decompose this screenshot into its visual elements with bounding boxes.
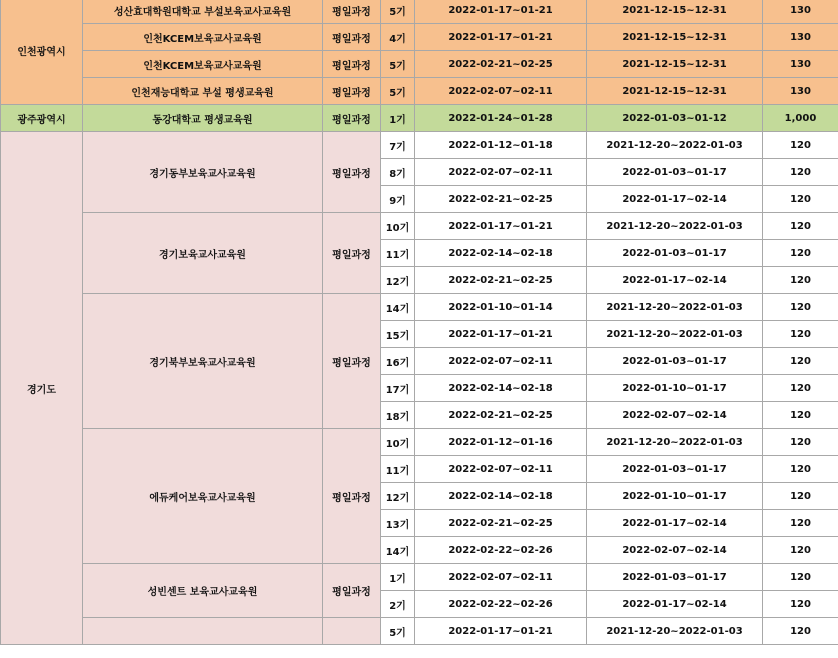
term-cell: 12기	[381, 483, 415, 510]
education-period-cell: 2022-01-10~01-14	[415, 294, 587, 321]
term-cell: 18기	[381, 402, 415, 429]
capacity-cell: 120	[763, 591, 838, 618]
capacity-cell: 1,000	[763, 105, 838, 132]
institution-cell: 에듀케어보육교사교육원	[83, 429, 323, 564]
application-period-cell: 2021-12-15~12-31	[587, 0, 763, 24]
term-cell: 10기	[381, 429, 415, 456]
table-row	[1, 618, 838, 645]
table-row	[1, 294, 838, 321]
education-period-cell: 2022-02-21~02-25	[415, 186, 587, 213]
education-period-cell: 2022-01-17~01-21	[415, 618, 587, 645]
table-row	[1, 51, 838, 78]
region-cell: 인천광역시	[1, 0, 83, 105]
application-period-cell: 2021-12-20~2022-01-03	[587, 132, 763, 159]
institution-cell: 경기동부보육교사교육원	[83, 132, 323, 213]
capacity-cell: 120	[763, 267, 838, 294]
institution-cell: 인천KCEM보육교사교육원	[83, 24, 323, 51]
education-period-cell: 2022-01-17~01-21	[415, 0, 587, 24]
capacity-cell: 120	[763, 132, 838, 159]
term-cell: 16기	[381, 348, 415, 375]
institution-cell: 인천KCEM보육교사교육원	[83, 51, 323, 78]
education-period-cell: 2022-02-14~02-18	[415, 240, 587, 267]
institution-cell: 성산효대학원대학교 부설보육교사교육원	[83, 0, 323, 24]
term-cell: 13기	[381, 510, 415, 537]
capacity-cell: 120	[763, 456, 838, 483]
application-period-cell: 2021-12-15~12-31	[587, 24, 763, 51]
capacity-cell: 120	[763, 564, 838, 591]
education-period-cell: 2022-02-21~02-25	[415, 267, 587, 294]
education-period-cell: 2022-01-24~01-28	[415, 105, 587, 132]
application-period-cell: 2021-12-20~2022-01-03	[587, 213, 763, 240]
term-cell: 15기	[381, 321, 415, 348]
education-period-cell: 2022-01-17~01-21	[415, 321, 587, 348]
course-type-cell: 평일과정	[323, 78, 381, 105]
table-row	[1, 564, 838, 591]
education-period-cell: 2022-02-22~02-26	[415, 537, 587, 564]
education-period-cell: 2022-02-07~02-11	[415, 456, 587, 483]
application-period-cell: 2022-01-03~01-17	[587, 159, 763, 186]
term-cell: 10기	[381, 213, 415, 240]
table-row	[1, 78, 838, 105]
capacity-cell: 120	[763, 483, 838, 510]
application-period-cell: 2022-01-03~01-17	[587, 240, 763, 267]
education-period-cell: 2022-02-14~02-18	[415, 483, 587, 510]
education-period-cell: 2022-02-21~02-25	[415, 510, 587, 537]
institution-cell: 경기보육교사교육원	[83, 213, 323, 294]
term-cell: 8기	[381, 159, 415, 186]
course-type-cell: 평일과정	[323, 429, 381, 564]
application-period-cell: 2022-01-03~01-17	[587, 564, 763, 591]
application-period-cell: 2022-01-17~02-14	[587, 186, 763, 213]
capacity-cell: 120	[763, 618, 838, 645]
education-period-cell: 2022-02-22~02-26	[415, 591, 587, 618]
application-period-cell: 2022-02-07~02-14	[587, 537, 763, 564]
capacity-cell: 120	[763, 321, 838, 348]
table-row	[1, 105, 838, 132]
capacity-cell: 130	[763, 0, 838, 24]
institution-cell	[83, 618, 323, 645]
term-cell: 5기	[381, 618, 415, 645]
application-period-cell: 2022-01-03~01-12	[587, 105, 763, 132]
capacity-cell: 120	[763, 294, 838, 321]
term-cell: 14기	[381, 537, 415, 564]
term-cell: 9기	[381, 186, 415, 213]
application-period-cell: 2022-01-03~01-17	[587, 456, 763, 483]
table-row	[1, 429, 838, 456]
institution-cell: 동강대학교 평생교육원	[83, 105, 323, 132]
capacity-cell: 130	[763, 78, 838, 105]
term-cell: 14기	[381, 294, 415, 321]
term-cell: 17기	[381, 375, 415, 402]
institution-cell: 인천재능대학교 부설 평생교육원	[83, 78, 323, 105]
application-period-cell: 2022-01-10~01-17	[587, 483, 763, 510]
application-period-cell: 2022-01-17~02-14	[587, 510, 763, 537]
capacity-cell: 120	[763, 429, 838, 456]
course-type-cell: 평일과정	[323, 294, 381, 429]
capacity-cell: 120	[763, 186, 838, 213]
region-cell: 경기도	[1, 132, 83, 645]
application-period-cell: 2022-01-17~02-14	[587, 267, 763, 294]
capacity-cell: 120	[763, 159, 838, 186]
capacity-cell: 120	[763, 240, 838, 267]
course-type-cell	[323, 618, 381, 645]
education-period-cell: 2022-02-07~02-11	[415, 159, 587, 186]
capacity-cell: 120	[763, 375, 838, 402]
term-cell: 1기	[381, 564, 415, 591]
capacity-cell: 120	[763, 537, 838, 564]
education-period-cell: 2022-02-21~02-25	[415, 402, 587, 429]
application-period-cell: 2022-02-07~02-14	[587, 402, 763, 429]
term-cell: 11기	[381, 240, 415, 267]
capacity-cell: 120	[763, 510, 838, 537]
table-row	[1, 0, 838, 24]
capacity-cell: 130	[763, 51, 838, 78]
course-type-cell: 평일과정	[323, 24, 381, 51]
education-period-cell: 2022-01-17~01-21	[415, 213, 587, 240]
capacity-cell: 130	[763, 24, 838, 51]
application-period-cell: 2021-12-20~2022-01-03	[587, 618, 763, 645]
table-row	[1, 132, 838, 159]
course-type-cell: 평일과정	[323, 51, 381, 78]
application-period-cell: 2021-12-20~2022-01-03	[587, 294, 763, 321]
education-period-cell: 2022-01-12~01-18	[415, 132, 587, 159]
course-type-cell: 평일과정	[323, 0, 381, 24]
term-cell: 4기	[381, 24, 415, 51]
education-period-cell: 2022-01-17~01-21	[415, 24, 587, 51]
capacity-cell: 120	[763, 348, 838, 375]
institution-cell: 성빈센트 보육교사교육원	[83, 564, 323, 618]
application-period-cell: 2022-01-03~01-17	[587, 348, 763, 375]
capacity-cell: 120	[763, 402, 838, 429]
education-period-cell: 2022-02-07~02-11	[415, 564, 587, 591]
term-cell: 5기	[381, 0, 415, 24]
education-period-cell: 2022-01-12~01-16	[415, 429, 587, 456]
term-cell: 11기	[381, 456, 415, 483]
course-type-cell: 평일과정	[323, 105, 381, 132]
education-period-cell: 2022-02-14~02-18	[415, 375, 587, 402]
course-type-cell: 평일과정	[323, 213, 381, 294]
term-cell: 2기	[381, 591, 415, 618]
region-cell: 광주광역시	[1, 105, 83, 132]
education-period-cell: 2022-02-07~02-11	[415, 78, 587, 105]
table-row	[1, 213, 838, 240]
course-type-cell: 평일과정	[323, 564, 381, 618]
application-period-cell: 2021-12-15~12-31	[587, 78, 763, 105]
term-cell: 12기	[381, 267, 415, 294]
term-cell: 5기	[381, 78, 415, 105]
application-period-cell: 2021-12-15~12-31	[587, 51, 763, 78]
education-period-cell: 2022-02-07~02-11	[415, 348, 587, 375]
institution-cell: 경기북부보육교사교육원	[83, 294, 323, 429]
application-period-cell: 2022-01-10~01-17	[587, 375, 763, 402]
term-cell: 7기	[381, 132, 415, 159]
course-type-cell: 평일과정	[323, 132, 381, 213]
term-cell: 1기	[381, 105, 415, 132]
application-period-cell: 2021-12-20~2022-01-03	[587, 429, 763, 456]
education-period-cell: 2022-02-21~02-25	[415, 51, 587, 78]
application-period-cell: 2021-12-20~2022-01-03	[587, 321, 763, 348]
term-cell: 5기	[381, 51, 415, 78]
capacity-cell: 120	[763, 213, 838, 240]
table-row	[1, 24, 838, 51]
application-period-cell: 2022-01-17~02-14	[587, 591, 763, 618]
